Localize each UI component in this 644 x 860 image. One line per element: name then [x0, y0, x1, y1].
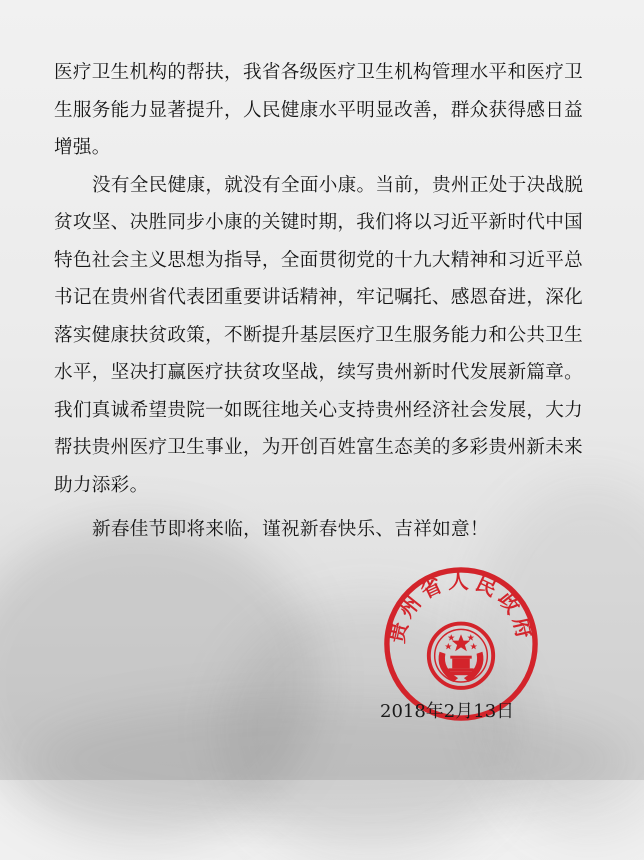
letter-line: 特色社会主义思想为指导，全面贯彻党的十九大精神和习近平总 — [54, 250, 584, 271]
letter-line: 贫攻坚、决胜同步小康的关键时期，我们将以习近平新时代中国 — [54, 212, 584, 233]
letter-line: 助力添彩。 — [54, 475, 149, 496]
letter-line: 增强。 — [54, 137, 111, 158]
seal-text: 贵州省人民政府 — [384, 568, 538, 646]
letter-line: 帮扶贵州医疗卫生事业，为开创百姓富生态美的多彩贵州新未来 — [54, 437, 584, 458]
letter-line: 落实健康扶贫政策，不断提升基层医疗卫生服务能力和公共卫生 — [54, 325, 584, 346]
seal-group — [385, 569, 538, 718]
letter-line: 医疗卫生机构的帮扶，我省各级医疗卫生机构管理水平和医疗卫 — [54, 62, 584, 83]
letter-line: 我们真诚希望贵院一如既往地关心支持贵州经济社会发展，大力 — [54, 400, 584, 421]
letter-date: 2018年2月13日 — [380, 701, 515, 722]
letter-line: 水平，坚决打赢医疗扶贫攻坚战，续写贵州新时代发展新篇章。 — [54, 362, 584, 383]
letter-line: 新春佳节即将来临，谨祝新春快乐、吉祥如意！ — [92, 519, 489, 540]
letter-line: 书记在贵州省代表团重要讲话精神，牢记嘱托、感恩奋进，深化 — [54, 287, 584, 308]
government-seal — [383, 566, 539, 722]
letter-line: 生服务能力显著提升，人民健康水平明显改善，群众获得感日益 — [54, 100, 584, 121]
letter-line: 没有全民健康，就没有全面小康。当前，贵州正处于决战脱 — [92, 175, 584, 196]
national-emblem-icon — [429, 624, 493, 688]
